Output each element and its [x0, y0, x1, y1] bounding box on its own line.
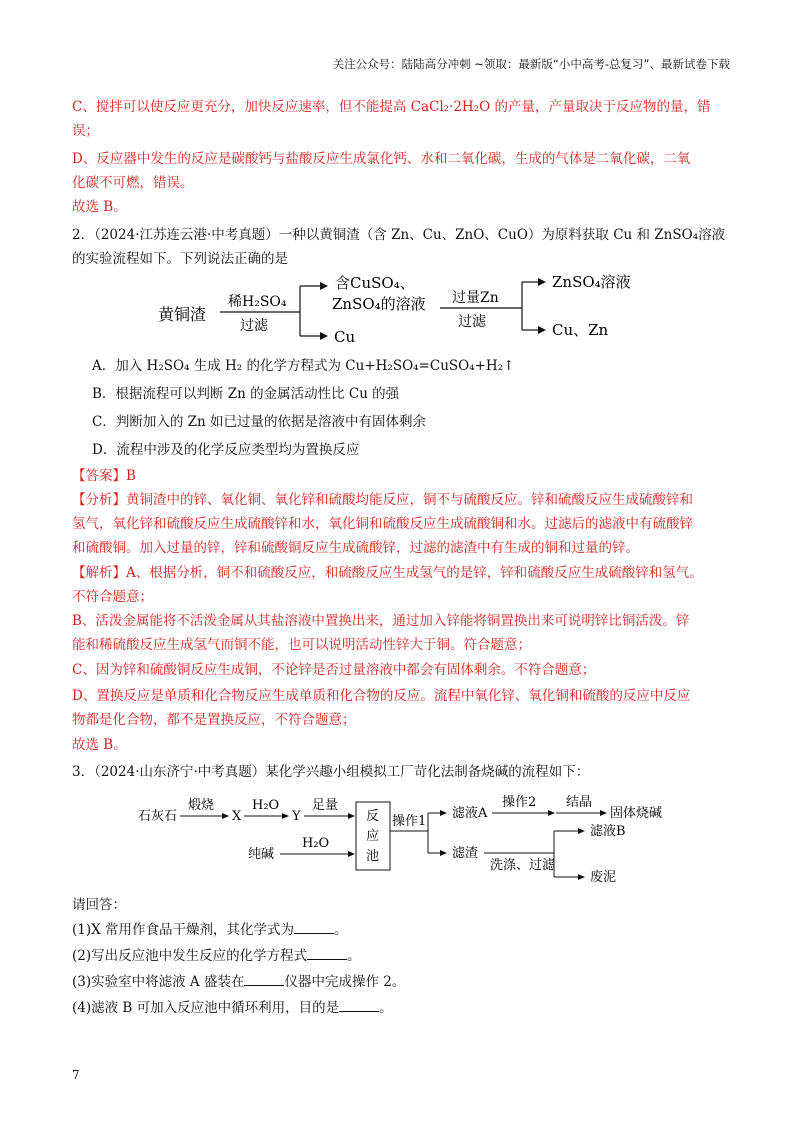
- arrowhead: [440, 850, 447, 856]
- prev-option-c-line2: 误；: [72, 123, 99, 139]
- q2-explain-line6: D、置换反应是单质和化合物反应生成单质和化合物的反应。流程中氧化锌、氧化铜和硫酸的反应中反应: [72, 688, 691, 704]
- arrowhead: [600, 810, 607, 816]
- arrowhead: [440, 810, 447, 816]
- q3-stem: 3．（2024·山东济宁·中考真题）某化学兴趣小组模拟工厂苛化法制备烧碱的流程如下：: [72, 764, 590, 780]
- arrowhead: [320, 332, 328, 340]
- q2-explain-line4: 能和稀硫酸反应生成氢气而铜不能，也可以说明活动性锌大于铜。符合题意；: [72, 637, 531, 653]
- arrowhead: [348, 813, 355, 819]
- arrowhead: [222, 813, 229, 819]
- flow-solution1b: ZnSO₄的溶液: [332, 295, 426, 313]
- q2-explain-line5: C、因为锌和硫酸铜反应生成铜，不论锌是否过量溶液中都会有固体剩余。不符合题意；: [72, 662, 596, 678]
- flow-op1: 过滤: [240, 318, 268, 334]
- arrowhead: [538, 278, 546, 286]
- answer-blank[interactable]: [307, 947, 347, 960]
- arrowhead: [282, 813, 289, 819]
- flow-op2: 操作2: [502, 795, 537, 810]
- flow-reagent2: 过量Zn: [452, 290, 499, 306]
- answer-blank[interactable]: [294, 921, 334, 934]
- flow-filtrate-a: 滤液A: [452, 806, 488, 821]
- q3-prompt: 请回答：: [72, 897, 126, 913]
- arrowhead: [578, 828, 585, 834]
- q3-sub3-end: 仪器中完成操作 2。: [284, 974, 406, 990]
- q3-flow-diagram: [130, 785, 710, 895]
- flow-x: X: [232, 809, 242, 824]
- q2-explain-line8: 故选 B。: [72, 737, 127, 753]
- q2-answer: 【答案】B: [72, 468, 136, 484]
- prev-option-c-line1: C、搅拌可以使反应更充分，加快反应速率，但不能提高 CaCl₂·2H₂O 的产量，产量取决于反应物的量，错: [72, 99, 711, 115]
- answer-blank[interactable]: [339, 999, 379, 1012]
- q2-stem-line2: 的实验流程如下。下列说法正确的是: [72, 251, 288, 267]
- flow-h2o-2: H₂O: [302, 836, 330, 851]
- flow-solution1a: 含CuSO₄、: [335, 274, 415, 292]
- flow-h2o-1: H₂O: [252, 798, 280, 813]
- flow-residue: 滤渣: [452, 846, 479, 861]
- flow-crystal: 结晶: [566, 795, 593, 810]
- flow-enough: 足量: [312, 798, 339, 813]
- flow-reactor-2: 应: [366, 829, 380, 844]
- q3-sub2-end: 。: [347, 948, 361, 964]
- q3-sub1: [72, 918, 732, 942]
- page-header: 关注公众号：陆陆高分冲刺 ~领取：最新版“小中高考-总复习”、最新试卷下载: [332, 57, 730, 71]
- q2-analysis-line1: 【分析】黄铜渣中的锌、氧化铜、氧化锌和硫酸均能反应，铜不与硫酸反应。锌和硫酸反应生成硫酸锌和: [72, 492, 693, 508]
- q2-explain-line3: B、活泼金属能将不活泼金属从其盐溶液中置换出来，通过加入锌能将铜置换出来可说明锌比铜活泼。锌: [72, 613, 690, 629]
- q2-option-a: A．加入 H₂SO₄ 生成 H₂ 的化学方程式为 Cu+H₂SO₄=CuSO₄+H₂↑: [92, 358, 515, 374]
- prev-option-d-line1: D、反应器中发生的反应是碳酸钙与盐酸反应生成氯化钙、水和二氧化碳，生成的气体是二氧化碳，二氧: [72, 151, 691, 167]
- q2-flow-diagram: [140, 268, 640, 358]
- arrowhead: [320, 282, 328, 290]
- flow-reactor-1: 反: [366, 809, 380, 824]
- flow-reagent1: 稀H₂SO₄: [228, 294, 287, 310]
- flow-y: Y: [292, 809, 301, 824]
- q3-sub1-text: (1)X 常用作食品干燥剂，其化学式为: [72, 922, 295, 938]
- flow-start: 黄铜渣: [158, 305, 207, 324]
- q2-explain-line7: 物都是化合物，都不是置换反应，不符合题意；: [72, 712, 356, 728]
- page-number: 7: [72, 1068, 80, 1082]
- flow-wash: 洗涤、过滤: [490, 858, 556, 873]
- q2-explain-line2: 不符合题意；: [72, 589, 153, 605]
- arrowhead: [348, 851, 355, 857]
- flow-solid1: Cu: [334, 328, 356, 346]
- q2-stem-line1: 2．（2024·江苏连云港·中考真题）一种以黄铜渣（含 Zn、Cu、ZnO、CuO）为原料获取 Cu 和 ZnSO₄溶液: [72, 227, 726, 243]
- q3-sub4-text: (4)滤液 B 可加入反应池中循环利用，目的是: [72, 1000, 340, 1016]
- q3-sub2: [72, 944, 732, 968]
- q2-analysis-line3: 和硫酸铜。加入过量的锌，锌和硫酸铜反应生成硫酸锌，过滤的滤渣中有生成的铜和过量的锌。: [72, 540, 639, 556]
- flow-reactor-3: 池: [366, 849, 380, 864]
- q2-option-c: C．判断加入的 Zn 如已过量的依据是溶液中有固体剩余: [92, 414, 426, 430]
- flow-solid-naoh: 固体烧碱: [610, 806, 663, 821]
- flow-solid2: Cu、Zn: [552, 321, 609, 339]
- q3-sub3-text: (3)实验室中将滤液 A 盛装在: [72, 974, 245, 990]
- arrowhead: [538, 326, 546, 334]
- prev-conclusion: 故选 B。: [72, 199, 127, 215]
- q3-sub3: [72, 970, 732, 994]
- q3-sub4-end: 。: [379, 1000, 393, 1016]
- arrowhead: [548, 810, 555, 816]
- flow-soda: 纯碱: [248, 847, 275, 862]
- flow-limestone: 石灰石: [138, 809, 178, 824]
- q3-sub4: [72, 996, 732, 1020]
- flow-op1: 操作1: [392, 814, 427, 829]
- q3-sub2-text: (2)写出反应池中发生反应的化学方程式: [72, 948, 308, 964]
- flow-op2: 过滤: [458, 314, 486, 330]
- flow-filtrate-b: 滤液B: [590, 824, 626, 839]
- q2-option-d: D．流程中涉及的化学反应类型均为置换反应: [92, 442, 360, 458]
- flow-calcine: 煅烧: [188, 798, 215, 813]
- q2-analysis-line2: 氢气，氧化锌和硫酸反应生成硫酸锌和水，氧化铜和硫酸反应生成硫酸铜和水。过滤后的滤液中有硫酸锌: [72, 516, 693, 532]
- q3-sub1-end: 。: [334, 922, 348, 938]
- prev-option-d-line2: 化碳不可燃，错误。: [72, 175, 194, 191]
- q2-explain-line1: 【解析】A、根据分析，铜不和硫酸反应，和硫酸反应生成氢气的是锌，锌和硫酸反应生成硫酸锌和氢气。: [72, 565, 703, 581]
- flow-product: ZnSO₄溶液: [552, 273, 631, 291]
- answer-blank[interactable]: [244, 973, 284, 986]
- flow-mud: 废泥: [590, 870, 617, 885]
- arrowhead: [578, 874, 585, 880]
- q2-option-b: B．根据流程可以判断 Zn 的金属活动性比 Cu 的强: [92, 386, 400, 402]
